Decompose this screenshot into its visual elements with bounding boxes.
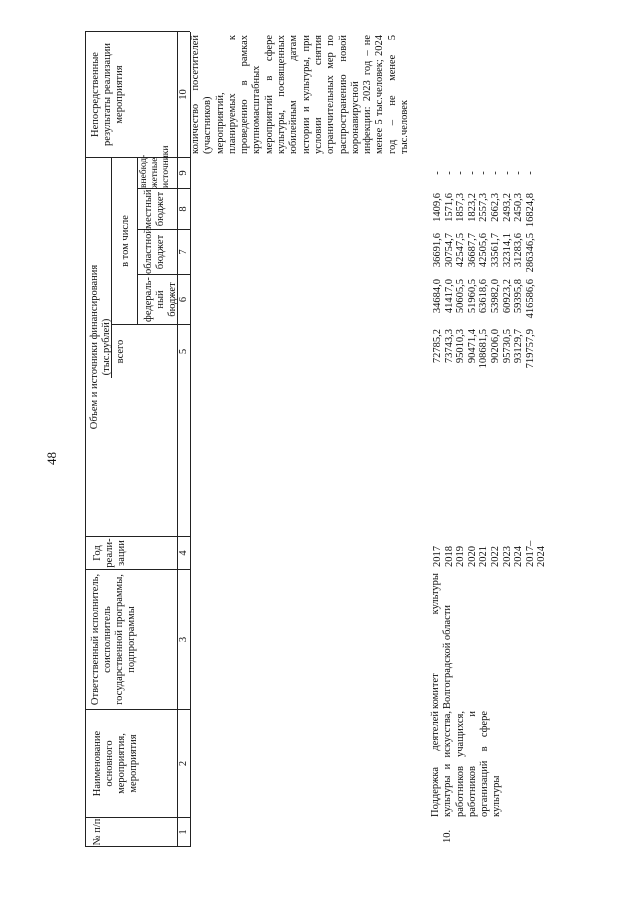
regional-cell: 286346,5 <box>524 233 536 273</box>
col-number-5: 5 <box>178 348 189 355</box>
total-cell: 719757,9 <box>524 329 536 369</box>
col-number-6: 6 <box>178 296 189 303</box>
regional-cell: 42505,6 <box>478 233 490 268</box>
header-extra: внебюд- жетные источники <box>139 145 171 188</box>
year-cell: 2024 <box>513 546 525 567</box>
total-column <box>432 329 536 385</box>
table-top-border <box>85 32 86 847</box>
federal-cell: 53982,0 <box>489 279 501 314</box>
local-cell: 1571,6 <box>443 193 455 222</box>
year-cell: 2019 <box>455 546 467 567</box>
regional-cell: 30754,7 <box>443 233 455 268</box>
col-number-2: 2 <box>178 760 189 767</box>
regional-cell: 36691,6 <box>432 233 443 268</box>
years-column <box>432 527 548 567</box>
federal-cell: 63618,6 <box>478 279 490 314</box>
header-financing: Объем и источники финансирования (тыс.рублей) <box>89 264 112 430</box>
regional-cell: 32314,1 <box>501 233 513 268</box>
extra-cell: - <box>513 171 525 175</box>
extra-cell: - <box>443 171 455 175</box>
header-number: № п/п <box>92 818 103 846</box>
header-total: всего <box>115 339 126 364</box>
col-number-3: 3 <box>178 636 189 643</box>
regional-cell: 31283,6 <box>513 233 525 268</box>
total-cell: 90206,0 <box>489 329 501 364</box>
col-number-4: 4 <box>178 550 189 556</box>
header-including: в том числе <box>120 215 131 267</box>
col-number-10: 10 <box>178 89 189 100</box>
extra-cell: - <box>455 171 467 175</box>
local-cell: 2450,3 <box>513 193 525 222</box>
total-cell: 95010,3 <box>455 329 467 364</box>
local-cell: 16824,8 <box>524 193 536 228</box>
col-number-7: 7 <box>178 249 189 255</box>
local-cell: 1857,3 <box>455 193 467 222</box>
col-number-1: 1 <box>178 829 189 835</box>
federal-cell: 34684,0 <box>432 279 443 314</box>
total-cell: 108681,5 <box>478 329 490 369</box>
year-cell: 2020 <box>466 546 478 567</box>
federal-cell: 51960,5 <box>466 279 478 314</box>
regional-column <box>432 233 536 283</box>
federal-cell: 416586,6 <box>524 279 536 319</box>
header-executor: Ответственный исполнитель, соисполнитель государственной программы, подпрограммы <box>90 573 137 706</box>
total-cell: 93129,7 <box>513 329 525 364</box>
local-cell: 1823,2 <box>466 193 478 222</box>
including-subheader-line <box>137 158 138 325</box>
total-cell: 72785,2 <box>432 329 443 364</box>
local-cell: 2493,2 <box>501 193 513 222</box>
header-federal: федераль- ный бюджет <box>143 277 178 322</box>
regional-cell: 42547,5 <box>455 233 467 268</box>
extra-cell: - <box>524 171 536 175</box>
header-name: Наименование основного мероприятия, мероприятия <box>92 730 139 797</box>
local-cell: 2557,3 <box>478 193 490 222</box>
column-numbers-bottom-border <box>190 32 191 847</box>
header-regional: областной бюджет <box>143 228 166 274</box>
row-number: 10. <box>442 829 453 843</box>
year-cell: 2017 <box>432 546 443 567</box>
total-cell: 90471,4 <box>466 329 478 364</box>
row-name: Поддержка деятелей культуры и искусства, работников учащихся, работников и организаций в сфере культуры <box>430 711 503 817</box>
header-year: Год реали- зации <box>92 538 127 568</box>
year-cell: 2018 <box>443 546 455 567</box>
table-left-border <box>85 846 190 847</box>
federal-cell: 50605,5 <box>455 279 467 314</box>
row-executor: комитет культуры Волгоградской области <box>430 573 454 709</box>
col-number-9: 9 <box>178 170 189 176</box>
header-local: местный бюджет <box>143 189 166 229</box>
federal-cell: 41417,0 <box>443 279 455 314</box>
federal-cell: 60923,2 <box>501 279 513 314</box>
year-cell: 2023 <box>501 546 513 567</box>
page-number: 48 <box>44 452 59 465</box>
year-cell: 2017–2024 <box>524 540 548 567</box>
federal-column <box>432 279 536 331</box>
extra-cell: - <box>466 171 478 175</box>
total-cell: 73743,3 <box>443 329 455 364</box>
year-cell: 2022 <box>489 546 501 567</box>
local-cell: 2662,3 <box>489 193 501 222</box>
extra-cell: - <box>432 171 443 175</box>
col-number-8: 8 <box>178 206 189 212</box>
regional-cell: 33561,7 <box>489 233 501 268</box>
year-cell: 2021 <box>478 546 490 567</box>
total-cell: 95730,5 <box>501 329 513 364</box>
local-cell: 1409,6 <box>432 193 443 222</box>
local-column <box>432 193 536 239</box>
regional-cell: 36687,7 <box>466 233 478 268</box>
federal-cell: 59395,8 <box>513 279 525 314</box>
header-results: Непосредственные результаты реализации мероприятия <box>90 42 125 147</box>
extra-cell: - <box>489 171 501 175</box>
extra-column <box>432 158 536 188</box>
extra-cell: - <box>501 171 513 175</box>
row-results: количество посетителей (участников) мероприятий, планируемых к проведению в рамках крупномасштабных мероприятий в сфере культуры, посвященных юбилейным датам истории и культуры, при условии снятия ограничительных мер по распространению новой коронавирусной инфекции: 2023 год – не менее 5 тыс.человек; 2024 год – не менее 5 тыс.человек <box>190 35 411 154</box>
extra-cell: - <box>478 171 490 175</box>
